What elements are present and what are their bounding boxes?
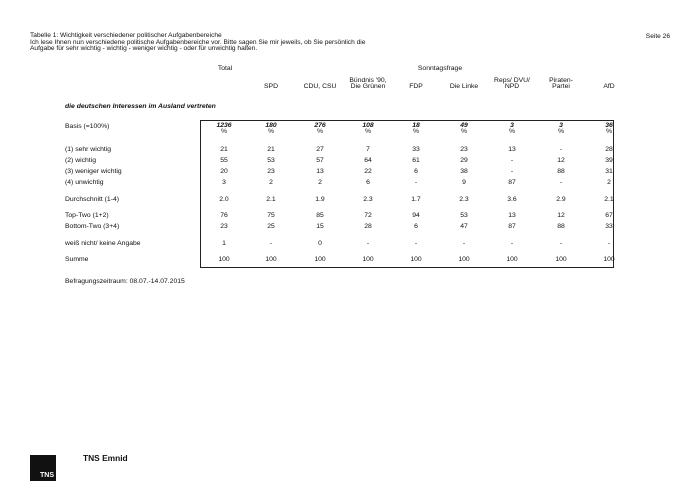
table-cell: 25	[267, 223, 275, 230]
basis-value: 180	[265, 122, 277, 129]
basis-cell	[396, 123, 436, 135]
table-cell: -	[607, 240, 611, 247]
table-cell: 100	[603, 256, 615, 263]
basis-cell	[589, 123, 629, 135]
table-cell: 39	[605, 157, 613, 164]
table-cell: 2.0	[219, 196, 229, 203]
table-cell: 100	[218, 256, 230, 263]
table-top-border	[200, 120, 614, 121]
row-label: Top-Two (1+2)	[65, 212, 109, 219]
table-cell: 88	[557, 223, 565, 230]
table-cell: 9	[462, 179, 466, 186]
table-cell: 55	[220, 157, 228, 164]
table-cell: -	[269, 240, 273, 247]
logo-mark-text: TNS	[40, 472, 54, 479]
column-header-line2: Die Linke	[449, 83, 479, 91]
table-cell: 85	[316, 212, 324, 219]
table-cell: 2	[607, 179, 611, 186]
basis-percent-sign: %	[364, 128, 372, 135]
basis-percent-sign: %	[605, 128, 613, 135]
basis-percent-sign: %	[508, 128, 516, 135]
table-cell: 1.7	[411, 196, 421, 203]
column-header-line2: CDU, CSU	[303, 83, 337, 91]
table-cell: 87	[508, 179, 516, 186]
table-left-border	[200, 120, 201, 268]
basis-value: 3	[559, 122, 563, 129]
table-cell: 3	[222, 179, 226, 186]
basis-value: 18	[412, 122, 420, 129]
basis-percent-sign: %	[460, 128, 468, 135]
column-header	[579, 78, 639, 91]
basis-value: 3	[510, 122, 514, 129]
section-title: die deutschen Interessen im Ausland vertreten	[65, 103, 216, 110]
basis-cell	[444, 123, 484, 135]
basis-percent-sign: %	[316, 128, 324, 135]
table-cell: 76	[220, 212, 228, 219]
basis-value: 49	[460, 122, 468, 129]
basis-cell	[204, 123, 244, 135]
table-cell: 21	[267, 146, 275, 153]
table-cell: -	[414, 240, 418, 247]
table-bottom-border	[200, 267, 614, 268]
table-cell: 75	[267, 212, 275, 219]
table-cell: 20	[220, 168, 228, 175]
column-header-line2: NPD	[504, 83, 520, 91]
column-header-line2: AfD	[603, 83, 615, 91]
column-header-line2: Partei	[552, 83, 570, 91]
table-cell: -	[559, 240, 563, 247]
basis-cell	[300, 123, 340, 135]
survey-period-note: Befragungszeitraum: 08.07.-14.07.2015	[65, 278, 185, 285]
table-cell: 2.3	[363, 196, 373, 203]
table-cell: 94	[412, 212, 420, 219]
table-cell: 33	[412, 146, 420, 153]
row-label: Bottom-Two (3+4)	[65, 223, 120, 230]
table-cell: 67	[605, 212, 613, 219]
basis-cell	[251, 123, 291, 135]
basis-value: 276	[314, 122, 326, 129]
table-cell: 100	[410, 256, 422, 263]
basis-cell	[541, 123, 581, 135]
table-cell: 23	[220, 223, 228, 230]
table-cell: 29	[460, 157, 468, 164]
table-cell: 57	[316, 157, 324, 164]
total-header: Total	[217, 65, 233, 72]
table-cell: 87	[508, 223, 516, 230]
table-cell: -	[559, 179, 563, 186]
table-cell: 3.6	[507, 196, 517, 203]
row-label: weiß nicht/ keine Angabe	[65, 240, 141, 247]
table-cell: 13	[316, 168, 324, 175]
row-label: Durchschnitt (1-4)	[65, 196, 120, 203]
table-cell: 12	[557, 212, 565, 219]
intro-line-1: Ich lese Ihnen nun verschiedene politische Aufgabenbereiche vor. Bitte sagen Sie mir jeweils, ob Sie persönlich die	[30, 39, 366, 46]
basis-cell	[348, 123, 388, 135]
table-cell: 2	[269, 179, 273, 186]
table-cell: 22	[364, 168, 372, 175]
table-cell: 15	[316, 223, 324, 230]
table-cell: 2.1	[604, 196, 614, 203]
table-cell: -	[559, 146, 563, 153]
basis-value: 1236	[216, 122, 232, 129]
table-cell: 13	[508, 212, 516, 219]
table-cell: 33	[605, 223, 613, 230]
table-cell: 21	[220, 146, 228, 153]
column-header-line1: Reps/ DVU/	[494, 77, 530, 84]
table-cell: 53	[460, 212, 468, 219]
sonntagsfrage-header: Sonntagsfrage	[417, 65, 463, 72]
table-title: Tabelle 1: Wichtigkeit verschiedener politischer Aufgabenbereiche	[30, 32, 222, 39]
table-cell: -	[510, 157, 514, 164]
table-cell: 100	[458, 256, 470, 263]
basis-percent-sign: %	[557, 128, 565, 135]
table-cell: 88	[557, 168, 565, 175]
table-cell: -	[462, 240, 466, 247]
basis-value: 36	[605, 122, 613, 129]
table-cell: -	[414, 179, 418, 186]
table-cell: 100	[362, 256, 374, 263]
page-number: Seite 26	[645, 33, 670, 40]
column-header-line1: Bündnis '90,	[349, 77, 387, 84]
row-label: (1) sehr wichtig	[65, 146, 112, 153]
basis-percent-sign: %	[267, 128, 275, 135]
table-cell: -	[510, 168, 514, 175]
table-cell: 2	[318, 179, 322, 186]
table-cell: 6	[366, 179, 370, 186]
basis-percent-sign: %	[412, 128, 420, 135]
table-cell: 100	[265, 256, 277, 263]
table-cell: 72	[364, 212, 372, 219]
table-cell: 23	[267, 168, 275, 175]
table-cell: 13	[508, 146, 516, 153]
table-cell: 1	[222, 240, 226, 247]
table-cell: 0	[318, 240, 322, 247]
table-cell: 28	[364, 223, 372, 230]
table-cell: 1.9	[315, 196, 325, 203]
table-cell: 12	[557, 157, 565, 164]
table-cell: -	[510, 240, 514, 247]
basis-value: 108	[362, 122, 374, 129]
table-cell: 28	[605, 146, 613, 153]
column-header-line2: FDP	[409, 83, 423, 91]
table-cell: 100	[506, 256, 518, 263]
table-cell: 2.1	[266, 196, 276, 203]
table-cell: 100	[555, 256, 567, 263]
column-header-line1: Piraten-	[549, 77, 573, 84]
table-cell: 38	[460, 168, 468, 175]
intro-line-2: Aufgabe für sehr wichtig - wichtig - weniger wichtig - oder für unwichtig halten.	[30, 45, 258, 52]
tns-logo	[30, 455, 56, 481]
table-cell: -	[366, 240, 370, 247]
table-cell: 2.3	[459, 196, 469, 203]
table-cell: 100	[314, 256, 326, 263]
table-cell: 6	[414, 168, 418, 175]
row-label: (2) wichtig	[65, 157, 96, 164]
basis-cell	[492, 123, 532, 135]
table-cell: 64	[364, 157, 372, 164]
table-cell: 23	[460, 146, 468, 153]
table-cell: 31	[605, 168, 613, 175]
row-label: (3) weniger wichtig	[65, 168, 122, 175]
table-cell: 6	[414, 223, 418, 230]
table-cell: 27	[316, 146, 324, 153]
table-cell: 61	[412, 157, 420, 164]
basis-label: Basis (=100%)	[65, 123, 110, 130]
column-header-line2: Die Grünen	[350, 83, 386, 91]
row-label: Summe	[65, 256, 89, 263]
brand-name: TNS Emnid	[83, 453, 128, 463]
column-header-line2: SPD	[264, 83, 278, 91]
table-cell: 47	[460, 223, 468, 230]
basis-percent-sign: %	[220, 128, 228, 135]
table-cell: 53	[267, 157, 275, 164]
table-cell: 7	[366, 146, 370, 153]
table-cell: 2.9	[556, 196, 566, 203]
row-label: (4) unwichtig	[65, 179, 104, 186]
